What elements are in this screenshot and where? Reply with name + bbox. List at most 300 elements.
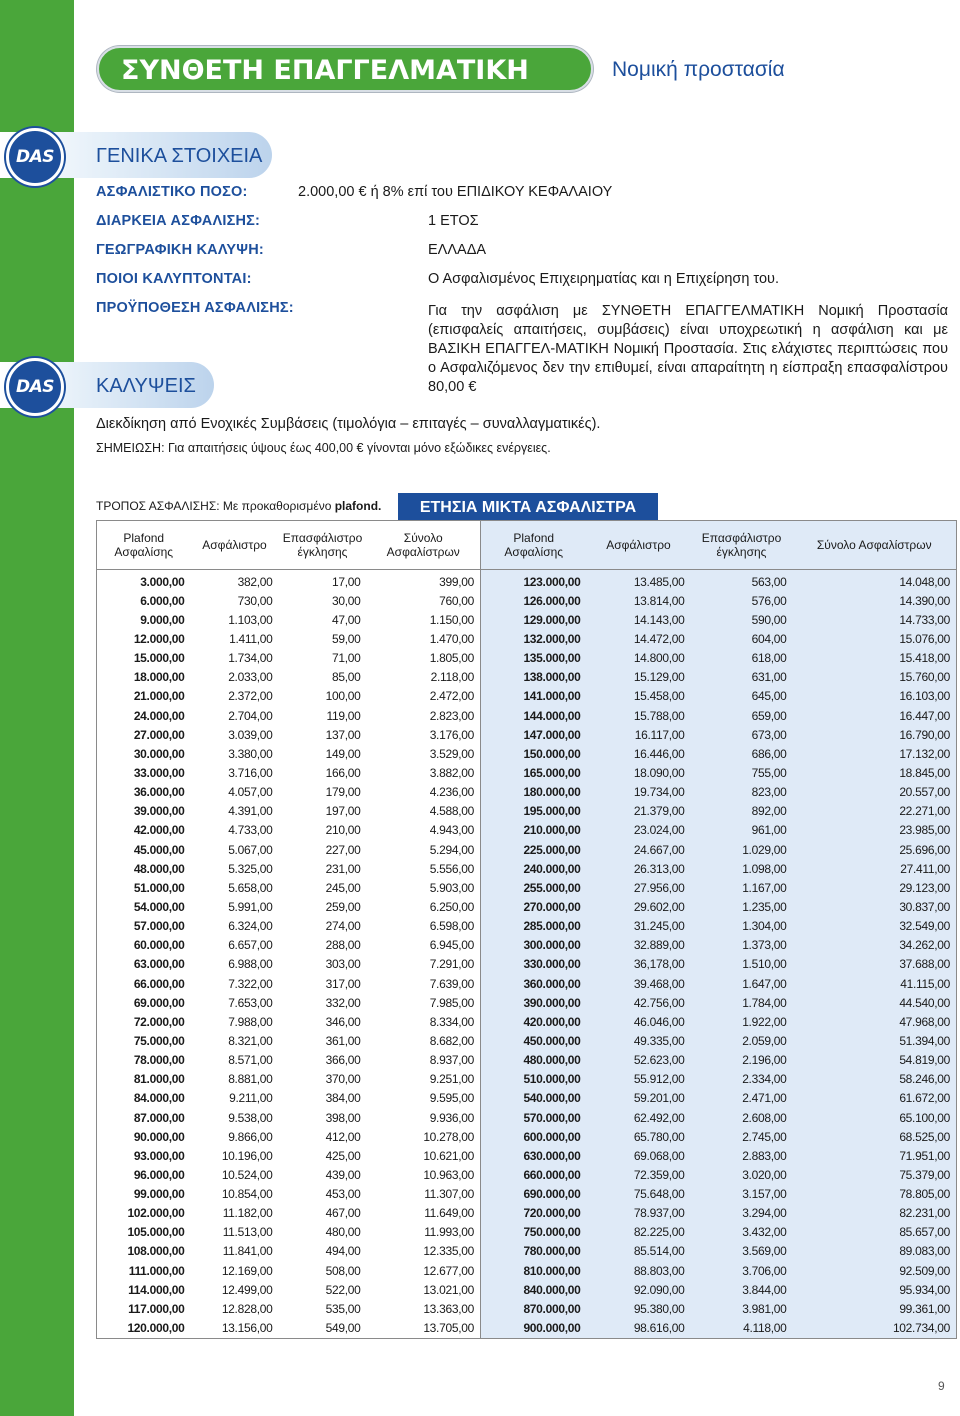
cell-claim-right: 618,00 [691,649,793,668]
cell-total-left: 4.588,00 [367,802,481,821]
cell-total-left: 12.335,00 [367,1242,481,1261]
cell-premium-right: 39.468,00 [587,974,691,993]
table-row [97,821,957,840]
col-total-left: Σύνολο Ασφαλίστρων [367,521,481,570]
cell-claim-left: 467,00 [279,1204,367,1223]
cell-premium-right: 72.359,00 [587,1165,691,1184]
cell-premium-left: 6.324,00 [191,917,279,936]
cell-plafond-right: 300.000,00 [481,936,587,955]
cell-total-left: 10.278,00 [367,1127,481,1146]
left-green-bar [0,0,74,1416]
cell-premium-right: 23.024,00 [587,821,691,840]
cell-plafond-right: 240.000,00 [481,859,587,878]
cell-total-left: 9.936,00 [367,1108,481,1127]
cell-claim-right: 1.373,00 [691,936,793,955]
cell-claim-left: 549,00 [279,1318,367,1338]
cell-total-left: 13.705,00 [367,1318,481,1338]
cell-plafond-right: 450.000,00 [481,1031,587,1050]
cell-claim-right: 686,00 [691,744,793,763]
cell-plafond-left: 108.000,00 [97,1242,191,1261]
cell-premium-left: 7.653,00 [191,993,279,1012]
cell-total-right: 25.696,00 [793,840,957,859]
cell-total-left: 13.363,00 [367,1299,481,1318]
value-insured-persons: Ο Ασφαλισμένος Επιχειρηματίας και η Επιχείρηση του. [428,271,779,287]
cell-claim-right: 823,00 [691,783,793,802]
cell-total-left: 760,00 [367,591,481,610]
cell-total-right: 78.805,00 [793,1185,957,1204]
cell-premium-left: 382,00 [191,570,279,592]
cell-total-right: 32.549,00 [793,917,957,936]
cell-claim-right: 3.844,00 [691,1280,793,1299]
table-row [97,840,957,859]
cell-total-left: 6.598,00 [367,917,481,936]
col-plafond-left: Plafond Ασφαλίσης [97,521,191,570]
cell-premium-right: 32.889,00 [587,936,691,955]
cell-premium-right: 15.458,00 [587,687,691,706]
page-title: ΣΥΝΘΕΤΗ ΕΠΑΓΓΕΛΜΑΤΙΚΗ [97,46,593,92]
cell-premium-left: 2.704,00 [191,706,279,725]
cell-claim-right: 755,00 [691,763,793,782]
table-row [97,1185,957,1204]
cell-total-right: 17.132,00 [793,744,957,763]
table-row [97,591,957,610]
cell-plafond-right: 285.000,00 [481,917,587,936]
cell-plafond-right: 210.000,00 [481,821,587,840]
cell-total-left: 9.595,00 [367,1089,481,1108]
cell-claim-left: 439,00 [279,1165,367,1184]
cell-plafond-left: 117.000,00 [97,1299,191,1318]
cell-premium-left: 4.057,00 [191,783,279,802]
cell-plafond-left: 63.000,00 [97,955,191,974]
cell-claim-left: 231,00 [279,859,367,878]
cell-premium-right: 65.780,00 [587,1127,691,1146]
cell-premium-left: 4.733,00 [191,821,279,840]
table-row [97,859,957,878]
cell-total-left: 8.682,00 [367,1031,481,1050]
table-row [97,1108,957,1127]
cell-plafond-right: 360.000,00 [481,974,587,993]
value-condition: Για την ασφάλιση με ΣΥΝΘΕΤΗ ΕΠΑΓΓΕΛΜΑΤΙΚΗ Νομική Προστασία (επισφαλείς απαιτήσεις, συμβάσεις) είναι υποχρεωτική η ασφάλιση και με ΒΑΣΙΚΗ ΕΠΑΓΓΕΛ-ΜΑΤΙΚΗ Νομική Προστασία. Στις ελάχιστες περιπτώσεις που ο Ασφαλιζόμενος δεν την επιθυμεί, είναι απαραίτητη η είσπραξη επασφαλίστρου 80,00 € [428,303,948,395]
coverage-section-title: ΚΑΛΥΨΕΙΣ [96,375,196,397]
table-row [97,802,957,821]
cell-premium-left: 9.211,00 [191,1089,279,1108]
cell-claim-right: 3.432,00 [691,1223,793,1242]
cell-premium-right: 16.117,00 [587,725,691,744]
cell-total-right: 51.394,00 [793,1031,957,1050]
table-row [97,744,957,763]
cell-total-left: 3.882,00 [367,763,481,782]
cell-premium-right: 95.380,00 [587,1299,691,1318]
cell-premium-left: 12.169,00 [191,1261,279,1280]
col-premium-left: Ασφάλιστρο [191,521,279,570]
cell-premium-left: 9.538,00 [191,1108,279,1127]
table-row [97,783,957,802]
cell-plafond-right: 900.000,00 [481,1318,587,1338]
cell-claim-left: 398,00 [279,1108,367,1127]
cell-premium-left: 4.391,00 [191,802,279,821]
table-row [97,668,957,687]
cell-premium-right: 88.803,00 [587,1261,691,1280]
cell-plafond-right: 180.000,00 [481,783,587,802]
cell-total-right: 14.390,00 [793,591,957,610]
cell-claim-right: 659,00 [691,706,793,725]
page-number: 9 [938,1379,945,1393]
cell-plafond-left: 66.000,00 [97,974,191,993]
cell-total-right: 65.100,00 [793,1108,957,1127]
cell-claim-right: 2.059,00 [691,1031,793,1050]
cell-plafond-left: 102.000,00 [97,1204,191,1223]
cell-claim-left: 197,00 [279,802,367,821]
cell-claim-right: 2.196,00 [691,1051,793,1070]
cell-total-right: 61.672,00 [793,1089,957,1108]
insurance-mode [96,499,381,513]
cell-plafond-right: 420.000,00 [481,1012,587,1031]
cell-premium-right: 15.788,00 [587,706,691,725]
cell-total-right: 41.115,00 [793,974,957,993]
cell-claim-right: 3.157,00 [691,1185,793,1204]
insurance-mode-bold: plafond. [334,499,382,513]
cell-premium-left: 10.196,00 [191,1146,279,1165]
table-row [97,1261,957,1280]
table-row [97,1089,957,1108]
cell-total-right: 16.103,00 [793,687,957,706]
cell-claim-right: 1.029,00 [691,840,793,859]
table-row [97,1127,957,1146]
table-header-row [97,521,957,570]
cell-claim-left: 227,00 [279,840,367,859]
cell-claim-left: 17,00 [279,570,367,592]
cell-total-left: 3.176,00 [367,725,481,744]
cell-premium-left: 730,00 [191,591,279,610]
cell-plafond-left: 3.000,00 [97,570,191,592]
cell-total-left: 1.470,00 [367,629,481,648]
cell-premium-right: 15.129,00 [587,668,691,687]
cell-plafond-right: 720.000,00 [481,1204,587,1223]
cell-plafond-left: 90.000,00 [97,1127,191,1146]
cell-total-right: 14.733,00 [793,610,957,629]
cell-total-right: 68.525,00 [793,1127,957,1146]
cell-plafond-left: 48.000,00 [97,859,191,878]
cell-premium-right: 24.667,00 [587,840,691,859]
cell-claim-right: 590,00 [691,610,793,629]
table-row [97,917,957,936]
cell-premium-left: 9.866,00 [191,1127,279,1146]
cell-premium-right: 42.756,00 [587,993,691,1012]
cell-premium-left: 7.322,00 [191,974,279,993]
cell-premium-left: 11.841,00 [191,1242,279,1261]
cell-total-left: 9.251,00 [367,1070,481,1089]
table-row [97,1031,957,1050]
table-row [97,974,957,993]
cell-premium-left: 1.734,00 [191,649,279,668]
cell-claim-left: 119,00 [279,706,367,725]
cell-claim-left: 149,00 [279,744,367,763]
cell-premium-left: 3.039,00 [191,725,279,744]
cell-premium-right: 16.446,00 [587,744,691,763]
col-claim-left: Επασφάλιστρο έγκλησης [279,521,367,570]
cell-total-right: 15.418,00 [793,649,957,668]
col-premium-right: Ασφάλιστρο [587,521,691,570]
cell-total-right: 15.760,00 [793,668,957,687]
cell-plafond-right: 330.000,00 [481,955,587,974]
table-row [97,1223,957,1242]
cell-plafond-right: 126.000,00 [481,591,587,610]
cell-claim-right: 3.706,00 [691,1261,793,1280]
cell-total-left: 10.621,00 [367,1146,481,1165]
cell-plafond-left: 105.000,00 [97,1223,191,1242]
insurance-mode-prefix: ΤΡΟΠΟΣ ΑΣΦΑΛΙΣΗΣ: Με προκαθορισμένο [96,499,332,513]
cell-plafond-left: 78.000,00 [97,1051,191,1070]
cell-total-right: 82.231,00 [793,1204,957,1223]
cell-total-left: 11.307,00 [367,1185,481,1204]
cell-claim-right: 604,00 [691,629,793,648]
cell-total-right: 27.411,00 [793,859,957,878]
cell-claim-right: 3.020,00 [691,1165,793,1184]
table-row [97,1299,957,1318]
cell-claim-left: 210,00 [279,821,367,840]
table-title: ΕΤΗΣΙΑ ΜΙΚΤΑ ΑΣΦΑΛΙΣΤΡΑ [398,493,658,523]
cell-claim-right: 631,00 [691,668,793,687]
cell-premium-right: 14.143,00 [587,610,691,629]
cell-premium-left: 7.988,00 [191,1012,279,1031]
cell-claim-left: 179,00 [279,783,367,802]
cell-premium-left: 6.988,00 [191,955,279,974]
table-row [97,570,957,592]
cell-plafond-right: 144.000,00 [481,706,587,725]
cell-total-left: 6.945,00 [367,936,481,955]
value-duration: 1 ΕΤΟΣ [428,213,479,229]
cell-premium-right: 69.068,00 [587,1146,691,1165]
cell-total-right: 102.734,00 [793,1318,957,1338]
cell-total-left: 7.291,00 [367,955,481,974]
cell-total-left: 6.250,00 [367,897,481,916]
cell-claim-right: 892,00 [691,802,793,821]
cell-premium-right: 82.225,00 [587,1223,691,1242]
value-insured-amount: 2.000,00 € ή 8% επί του ΕΠΙΔΙΚΟΥ ΚΕΦΑΛΑΙΟΥ [298,184,613,200]
cell-total-right: 44.540,00 [793,993,957,1012]
label-insured-amount: ΑΣΦΑΛΙΣΤΙΚΟ ΠΟΣΟ: [96,184,248,200]
cell-claim-right: 1.304,00 [691,917,793,936]
cell-plafond-left: 18.000,00 [97,668,191,687]
cell-premium-left: 12.828,00 [191,1299,279,1318]
cell-plafond-right: 150.000,00 [481,744,587,763]
cell-total-left: 12.677,00 [367,1261,481,1280]
table-row [97,725,957,744]
cell-plafond-left: 12.000,00 [97,629,191,648]
cell-plafond-right: 135.000,00 [481,649,587,668]
col-total-right: Σύνολο Ασφαλίστρων [793,521,957,570]
cell-total-right: 30.837,00 [793,897,957,916]
cell-claim-right: 2.471,00 [691,1089,793,1108]
cell-plafond-left: 93.000,00 [97,1146,191,1165]
cell-total-left: 7.985,00 [367,993,481,1012]
cell-plafond-right: 600.000,00 [481,1127,587,1146]
cell-claim-right: 2.334,00 [691,1070,793,1089]
cell-plafond-right: 660.000,00 [481,1165,587,1184]
cell-claim-right: 1.784,00 [691,993,793,1012]
cell-claim-right: 1.235,00 [691,897,793,916]
cell-plafond-left: 54.000,00 [97,897,191,916]
cell-premium-right: 21.379,00 [587,802,691,821]
cell-plafond-left: 72.000,00 [97,1012,191,1031]
cell-claim-right: 1.922,00 [691,1012,793,1031]
cell-claim-left: 274,00 [279,917,367,936]
cell-claim-right: 3.294,00 [691,1204,793,1223]
cell-premium-left: 8.321,00 [191,1031,279,1050]
cell-premium-right: 85.514,00 [587,1242,691,1261]
value-geographic-coverage: ΕΛΛΑΔΑ [428,242,487,258]
cell-premium-right: 59.201,00 [587,1089,691,1108]
table-row [97,1146,957,1165]
label-insured-persons: ΠΟΙΟΙ ΚΑΛΥΠΤΟΝΤΑΙ: [96,271,252,287]
cell-premium-right: 26.313,00 [587,859,691,878]
cell-premium-right: 98.616,00 [587,1318,691,1338]
cell-plafond-right: 870.000,00 [481,1299,587,1318]
cell-plafond-right: 750.000,00 [481,1223,587,1242]
cell-claim-left: 346,00 [279,1012,367,1031]
cell-claim-right: 576,00 [691,591,793,610]
cell-plafond-left: 69.000,00 [97,993,191,1012]
cell-claim-right: 1.510,00 [691,955,793,974]
cell-total-left: 2.472,00 [367,687,481,706]
cell-total-left: 5.294,00 [367,840,481,859]
table-row [97,936,957,955]
cell-total-left: 10.963,00 [367,1165,481,1184]
cell-total-right: 37.688,00 [793,955,957,974]
cell-total-right: 85.657,00 [793,1223,957,1242]
table-row [97,1165,957,1184]
cell-premium-left: 2.033,00 [191,668,279,687]
cell-premium-left: 8.571,00 [191,1051,279,1070]
cell-plafond-left: 30.000,00 [97,744,191,763]
cell-total-right: 71.951,00 [793,1146,957,1165]
table-row [97,1070,957,1089]
cell-claim-left: 480,00 [279,1223,367,1242]
cell-premium-right: 55.912,00 [587,1070,691,1089]
cell-plafond-left: 84.000,00 [97,1089,191,1108]
cell-claim-left: 137,00 [279,725,367,744]
cell-claim-left: 71,00 [279,649,367,668]
table-row [97,687,957,706]
cell-plafond-left: 42.000,00 [97,821,191,840]
cell-claim-left: 366,00 [279,1051,367,1070]
cell-plafond-right: 810.000,00 [481,1261,587,1280]
cell-claim-left: 508,00 [279,1261,367,1280]
cell-total-left: 11.649,00 [367,1204,481,1223]
cell-plafond-right: 255.000,00 [481,878,587,897]
table-row [97,955,957,974]
cell-plafond-right: 129.000,00 [481,610,587,629]
cell-plafond-left: 27.000,00 [97,725,191,744]
cell-plafond-right: 147.000,00 [481,725,587,744]
cell-plafond-right: 630.000,00 [481,1146,587,1165]
cell-plafond-right: 225.000,00 [481,840,587,859]
cell-premium-left: 6.657,00 [191,936,279,955]
cell-plafond-left: 96.000,00 [97,1165,191,1184]
cell-total-right: 92.509,00 [793,1261,957,1280]
cell-premium-left: 2.372,00 [191,687,279,706]
cell-premium-right: 31.245,00 [587,917,691,936]
cell-total-right: 95.934,00 [793,1280,957,1299]
cell-total-right: 16.447,00 [793,706,957,725]
cell-total-right: 54.819,00 [793,1051,957,1070]
cell-plafond-right: 195.000,00 [481,802,587,821]
cell-premium-left: 11.182,00 [191,1204,279,1223]
cell-total-left: 11.993,00 [367,1223,481,1242]
table-row [97,1051,957,1070]
cell-claim-left: 259,00 [279,897,367,916]
cell-premium-left: 12.499,00 [191,1280,279,1299]
cell-claim-left: 317,00 [279,974,367,993]
cell-plafond-left: 51.000,00 [97,878,191,897]
cell-premium-left: 8.881,00 [191,1070,279,1089]
cell-claim-right: 1.647,00 [691,974,793,993]
cell-plafond-left: 9.000,00 [97,610,191,629]
cell-claim-left: 412,00 [279,1127,367,1146]
cell-premium-left: 3.716,00 [191,763,279,782]
cell-premium-right: 14.472,00 [587,629,691,648]
premium-table [96,520,957,1339]
cell-plafond-right: 165.000,00 [481,763,587,782]
cell-premium-right: 36,178,00 [587,955,691,974]
cell-total-left: 1.150,00 [367,610,481,629]
cell-premium-left: 5.991,00 [191,897,279,916]
table-row [97,649,957,668]
table-row [97,706,957,725]
table-row [97,878,957,897]
cell-plafond-right: 270.000,00 [481,897,587,916]
table-row [97,610,957,629]
cell-plafond-left: 33.000,00 [97,763,191,782]
col-claim-right: Επασφάλιστρο έγκλησης [691,521,793,570]
cell-claim-left: 332,00 [279,993,367,1012]
das-logo: DAS [6,128,64,186]
cell-claim-right: 1.167,00 [691,878,793,897]
cell-total-left: 2.823,00 [367,706,481,725]
cell-claim-left: 100,00 [279,687,367,706]
cell-premium-left: 5.067,00 [191,840,279,859]
cell-plafond-right: 138.000,00 [481,668,587,687]
cell-plafond-left: 120.000,00 [97,1318,191,1338]
cell-claim-right: 2.883,00 [691,1146,793,1165]
cell-claim-left: 494,00 [279,1242,367,1261]
cell-total-right: 75.379,00 [793,1165,957,1184]
cell-total-right: 18.845,00 [793,763,957,782]
cell-total-left: 399,00 [367,570,481,592]
cell-plafond-right: 123.000,00 [481,570,587,592]
cell-premium-right: 14.800,00 [587,649,691,668]
cell-claim-right: 4.118,00 [691,1318,793,1338]
cell-total-left: 5.903,00 [367,878,481,897]
cell-claim-left: 522,00 [279,1280,367,1299]
cell-premium-right: 13.485,00 [587,570,691,592]
cell-total-right: 23.985,00 [793,821,957,840]
cell-claim-right: 3.981,00 [691,1299,793,1318]
cell-total-right: 14.048,00 [793,570,957,592]
cell-claim-left: 535,00 [279,1299,367,1318]
cell-plafond-right: 480.000,00 [481,1051,587,1070]
cell-premium-right: 62.492,00 [587,1108,691,1127]
cell-claim-left: 453,00 [279,1185,367,1204]
cell-plafond-left: 75.000,00 [97,1031,191,1050]
cell-total-right: 15.076,00 [793,629,957,648]
cell-total-right: 16.790,00 [793,725,957,744]
table-row [97,1242,957,1261]
cell-total-left: 1.805,00 [367,649,481,668]
cell-premium-right: 29.602,00 [587,897,691,916]
cell-claim-right: 2.608,00 [691,1108,793,1127]
cell-premium-right: 52.623,00 [587,1051,691,1070]
